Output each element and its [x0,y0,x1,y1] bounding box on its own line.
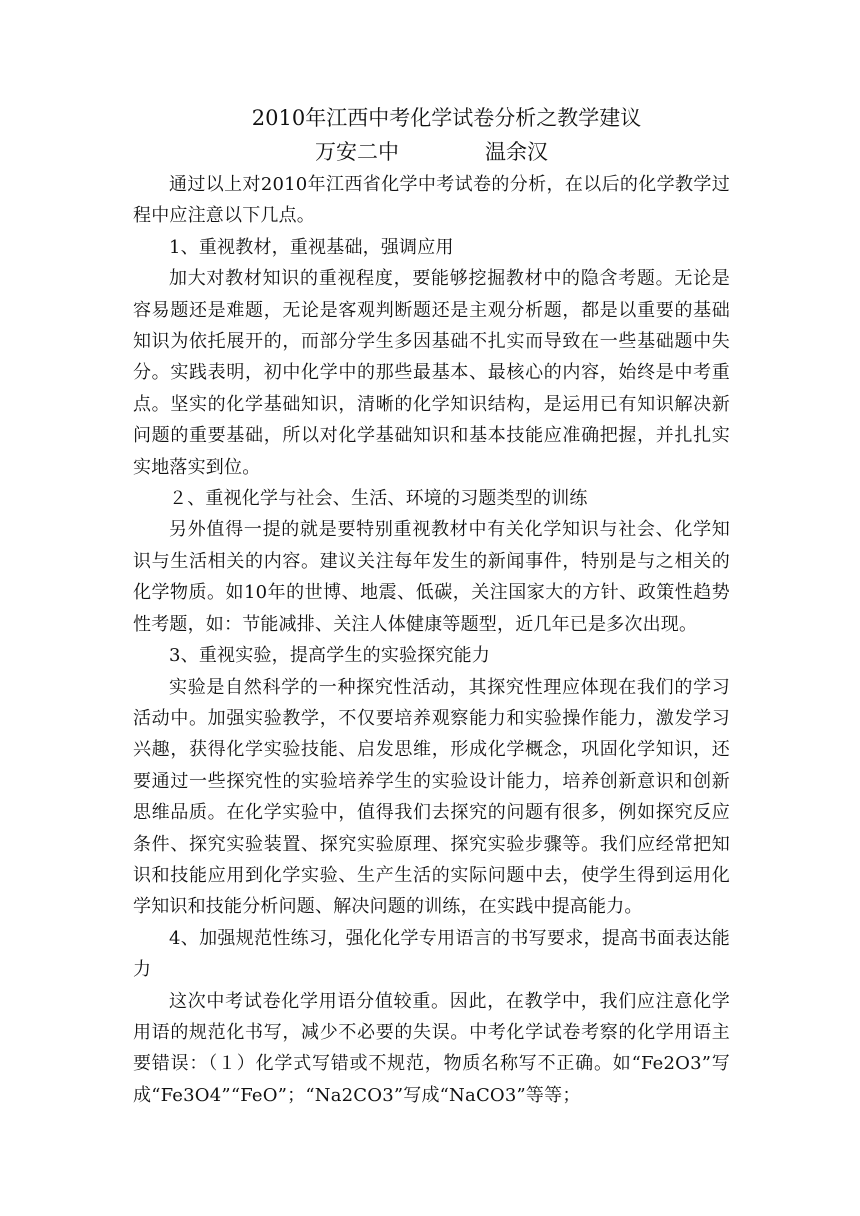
section-body-1: 加大对教材知识的重视程度，要能够挖掘教材中的隐含考题。无论是容易题还是难题，无论是客观判断题还是主观分析题，都是以重要的基础知识为依托展开的，而部分学生多因基础不扎实而导致在一些基础题中失分。实践表明，初中化学中的那些最基本、最核心的内容，始终是中考重点。坚实的化学基础知识，清晰的化学知识结构，是运用已有知识解决新问题的重要基础，所以对化学基础知识和基本技能应准确把握，并扎扎实实地落实到位。 [133,268,730,478]
author-line [133,135,730,169]
document-content [133,101,730,1111]
section-heading-2: ２、重视化学与社会、生活、环境的习题类型的训练 [169,488,588,510]
section-heading-1: 1、重视教材，重视基础，强调应用 [169,236,454,258]
author-name: 温余汉 [485,140,548,164]
section-heading-3: 3、重视实验，提高学生的实验探究能力 [169,645,491,667]
document-title: 2010年江西中考化学试卷分析之教学建议 [251,106,642,130]
intro-paragraph: 通过以上对2010年江西省化学中考试卷的分析，在以后的化学教学过程中应注意以下几点。 [133,174,730,227]
section-body-2: 另外值得一提的就是要特别重视教材中有关化学知识与社会、化学知识与生活相关的内容。建议关注每年发生的新闻事件，特别是与之相关的化学物质。如10年的世博、地震、低碳，关注国家大的方针、政策性趋势性考题，如：节能减排、关注人体健康等题型，近几年已是多次出现。 [133,519,730,635]
section-heading-4: 4、加强规范性练习，强化化学专用语言的书写要求，提高书面表达能力 [133,927,730,981]
school-name: 万安二中 [315,140,399,164]
section-body-3: 实验是自然科学的一种探究性活动，其探究性理应体现在我们的学习活动中。加强实验教学，不仅要培养观察能力和实验操作能力，激发学习兴趣，获得化学实验技能、启发思维，形成化学概念，巩固化学知识，还要通过一些探究性的实验培养学生的实验设计能力，培养创新意识和创新思维品质。在化学实验中，值得我们去探究的问题有很多，例如探究反应条件、探究实验装置、探究实验原理、探究实验步骤等。我们应经常把知识和技能应用到化学实验、生产生活的实际问题中去，使学生得到运用化学知识和技能分析问题、解决问题的训练，在实践中提高能力。 [133,676,730,918]
section-body-4: 这次中考试卷化学用语分值较重。因此，在教学中，我们应注意化学用语的规范化书写，减少不必要的失误。中考化学试卷考察的化学用语主要错误：（１）化学式写错或不规范，物质名称写不正确。如“Fe2O3”写成“Fe3O4”“FeO”；“Na2CO3”写成“NaCO3”等等； [133,990,730,1106]
